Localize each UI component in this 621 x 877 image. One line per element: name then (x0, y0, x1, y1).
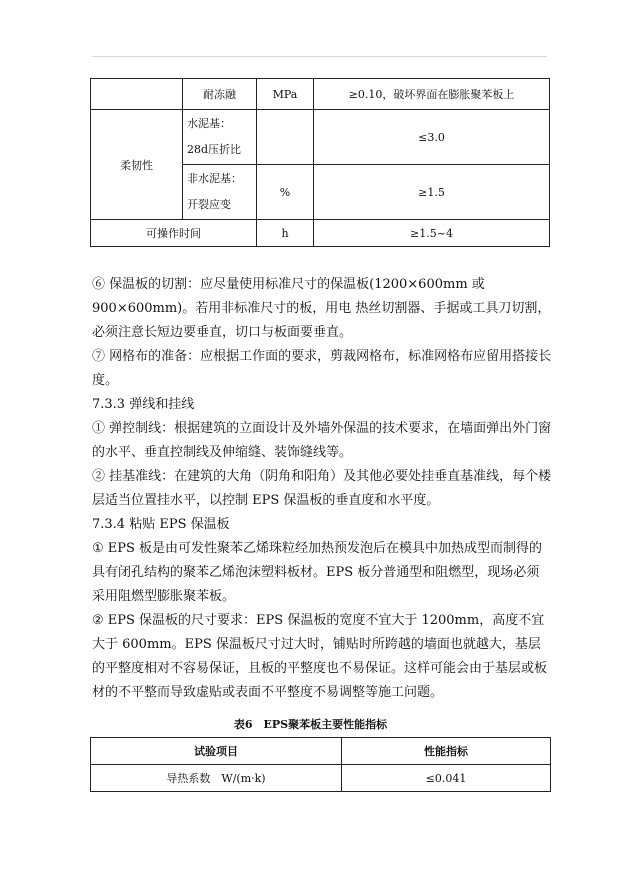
table-cell: ≥1.5 (314, 165, 550, 220)
table-row (91, 765, 551, 792)
table-cell: ≤3.0 (314, 110, 550, 165)
table-header-row (91, 738, 551, 765)
table-row (91, 110, 550, 165)
paragraph-eps-board: ① EPS 板是由可发性聚苯乙烯珠粒经加热预发泡后在模具中加热成型而制得的具有闭孔结构的聚苯乙烯泡沫塑料板材。EPS 板分普通型和阻燃型，现场必须采用阻燃型膨胀聚苯板。 (92, 541, 543, 604)
section-heading-7-3-3: 7.3.3 弹线和挂线 (92, 397, 195, 412)
paragraph-board-cutting: ⑥ 保温板的切割：应尽量使用标准尺寸的保温板(1200×600mm 或 900×600mm)。若用非标准尺寸的板，用电 热丝切割器、手据或工具刀切割，必须注意长短边要垂直，切口与板面要垂直。 (92, 277, 551, 340)
table-cell-empty (257, 110, 314, 165)
table-row (91, 79, 550, 110)
header-rule (92, 56, 547, 57)
paragraph-mesh-preparation: ⑦ 网格布的准备：应根据工作面的要求，剪裁网格布，标准网格布应留用搭接长度。 (92, 349, 552, 388)
adhesive-property-table (90, 78, 550, 247)
table-cell: MPa (257, 79, 314, 110)
paragraph-reference-lines: ② 挂基准线：在建筑的大角（阴角和阳角）及其他必要处挂垂直基准线，每个楼层适当位置挂水平，以控制 EPS 保温板的垂直度和水平度。 (92, 469, 552, 508)
table-cell: 耐冻融 (183, 79, 257, 110)
table-cell: 可操作时间 (91, 220, 257, 247)
table-cell: ≥1.5~4 (314, 220, 550, 247)
table-cell: 导热系数 W/(m·k) (91, 765, 342, 792)
table-cell: h (257, 220, 314, 247)
table-row (91, 220, 550, 247)
table-cell: 水泥基：28d压折比 (183, 110, 257, 165)
table-cell: ≤0.041 (342, 765, 551, 792)
paragraph-control-lines: ① 弹控制线：根据建筑的立面设计及外墙外保温的技术要求，在墙面弹出外门窗的水平、垂直控制线及伸缩缝、装饰缝线等。 (92, 421, 552, 460)
section-heading-7-3-4: 7.3.4 粘贴 EPS 保温板 (92, 517, 230, 532)
eps-performance-table (90, 737, 551, 792)
table-cell: ≥0.10，破坏界面在膨胀聚苯板上 (314, 79, 550, 110)
table-cell-group: 柔韧性 (91, 110, 183, 220)
table-cell-empty (91, 79, 183, 110)
table-cell: 非水泥基：开裂应变 (183, 165, 257, 220)
table-header-cell: 试验项目 (91, 738, 342, 765)
table-cell: % (257, 165, 314, 220)
paragraph-eps-size: ② EPS 保温板的尺寸要求：EPS 保温板的宽度不宜大于 1200mm，高度不宜大于 600mm。EPS 保温板尺寸过大时，铺贴时所跨越的墙面也就越大，基层的平整度相对不容易保证，且板的平整度也不易保证。这样可能会由于基层或板材的不平整而导致虚贴或表面不平整度不易调整等施工问题。 (92, 613, 548, 700)
table-header-cell: 性能指标 (342, 738, 551, 765)
table6-caption: 表6 EPS聚苯板主要性能指标 (233, 718, 388, 731)
